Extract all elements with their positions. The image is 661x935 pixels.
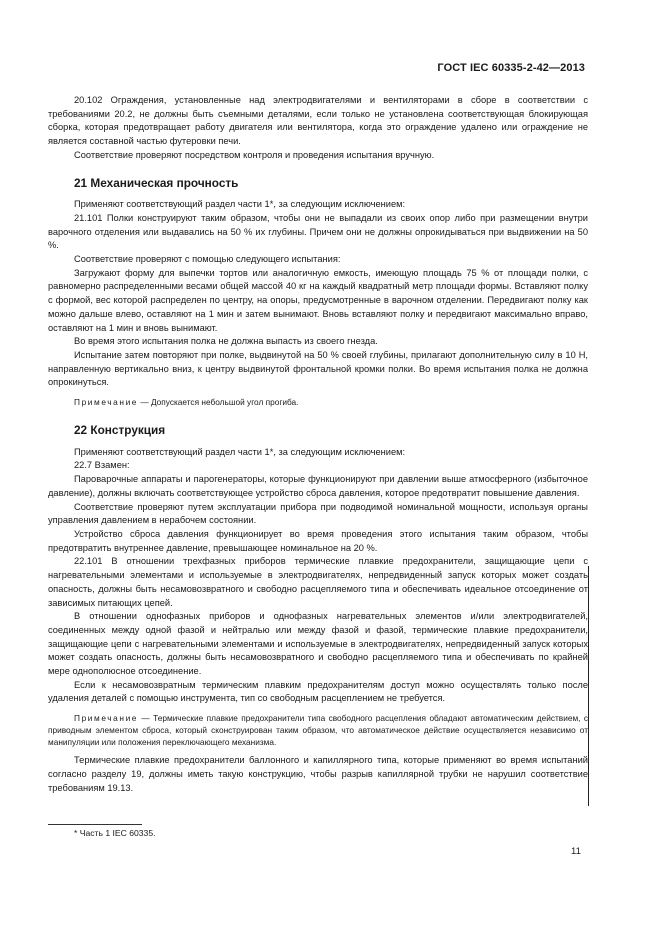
- note-label: Примечание: [74, 397, 139, 408]
- paragraph: Соответствие проверяют путем эксплуатации прибора при подводимой номинальной мощности, используя органы управления давлением в нерабочем состоянии.: [48, 501, 588, 526]
- paragraph: Применяют соответствующий раздел части 1*, за следующим исключением:: [74, 446, 406, 457]
- footnote-divider: [48, 824, 142, 825]
- page-body: [48, 94, 588, 795]
- paragraph: Если к несамовозвратным термическим плавким предохранителям доступ можно осуществлять только после удаления деталей с помощью инструмента, тип со свободным расцеплением не требуется.: [48, 679, 588, 704]
- note-text: — Термические плавкие предохранители типа свободного расцепления обладают автоматическим действием, с приводным элементом сброса, который сконструирован таким образом, что автоматическое действие осуществляется независимо от манипуляции или положения переключающего механизма.: [48, 713, 588, 748]
- closing-paragraph: Термические плавкие предохранители баллонного и капиллярного типа, которые применяют во время испытаний согласно разделу 19, должны иметь такую конструкцию, чтобы разрыв капиллярной трубки не нарушил соответствие требованиям 19.13.: [48, 755, 588, 793]
- paragraph: Применяют соответствующий раздел части 1*, за следующим исключением:: [74, 199, 406, 210]
- clause-20-102: 20.102 Ограждения, установленные над электродвигателями и вентиляторами в сборе в соответствии с требованиями 20.2, не должны быть съемными деталями, если только не установлена соответствующая блокирующая сборка, которая предотвращает работу двигателя или вентилятора, когда это ограждение удалено или ограждение не является составной частью футеровки печи.: [48, 95, 588, 147]
- compliance-text: Соответствие проверяют посредством контроля и проведения испытания вручную.: [74, 149, 435, 160]
- note-text: — Допускается небольшой угол прогиба.: [138, 397, 299, 408]
- clause-21-101: 21.101 Полки конструируют таким образом, чтобы они не выпадали из своих опор либо при размещении внутри варочного отделения или выдавались на 50 % их глубины. Причем они не должны опрокидываться при выдвижении на 50 %.: [48, 212, 588, 251]
- change-bar: [588, 566, 589, 806]
- section-22-title: 22 Конструкция: [74, 423, 166, 438]
- page-number: 11: [571, 846, 581, 857]
- clause-22-7: 22.7 Взамен:: [74, 460, 130, 471]
- note-22: [48, 712, 588, 748]
- note-21: [48, 396, 588, 408]
- document-header: ГОСТ IEC 60335-2-42—2013: [437, 62, 585, 74]
- section-21-title: 21 Механическая прочность: [74, 175, 239, 190]
- note-label: Примечание: [74, 713, 139, 724]
- paragraph: Соответствие проверяют с помощью следующего испытания:: [74, 254, 341, 265]
- footnote: * Часть 1 IEC 60335.: [74, 828, 156, 838]
- paragraph: В отношении однофазных приборов и однофазных нагревательных элементов и/или электродвигателей, соединенных между одной фазой и нейтралью или между фазой и фазой, термические плавкие предохранители, защищающие цепи с нагревательными элементами и используемые в электродвигателях, непредвиденный запуск которых может создать опасность, должны быть несамовозвратного и свободно расцепляемого типа и обеспечивать по крайней мере однополюсное отсоединение.: [48, 611, 588, 677]
- clause-22-101: 22.101 В отношении трехфазных приборов термические плавкие предохранители, защищающие цепи с нагревательными элементами и используемые в электродвигателях, непредвиденный запуск которых может создать опасность, должны быть несамовозвратного и свободно расцепляемого типа и обеспечивать идеальное отсоединение от зависимых питающих цепей.: [48, 556, 588, 608]
- paragraph: Пароварочные аппараты и парогенераторы, которые функционируют при давлении выше атмосферного (избыточное давление), должны включать соответствующее устройство сброса давления, которое предотвратит повышение давления.: [48, 474, 588, 498]
- paragraph: Испытание затем повторяют при полке, выдвинутой на 50 % своей глубины, прилагают дополнительную силу в 10 Н, направленную вертикально вниз, к центру выдвинутой фронтальной кромки полки. Во время испытания полка не должна опрокинуться.: [48, 349, 588, 388]
- paragraph: Устройство сброса давления функционирует во время проведения этого испытания таким образом, чтобы предотвратить внутреннее давление, превышающее номинальное на 20 %.: [48, 528, 588, 553]
- test-procedure: Загружают форму для выпечки тортов или аналогичную емкость, имеющую площадь 75 % от площади полки, с равномерно распределенными весами общей массой 40 кг на каждый квадратный метр площади формы. Вставляют полку с формой, вес которой распределен по центру, на опоры, предусмотренные в варочном отделении. Передвигают полку как можно дальше влево, оставляют на 1 мин и затем вынимают. Вновь вставляют полку и передвигают максимально вправо, оставляют на 1 мин и вновь вынимают.: [48, 267, 588, 333]
- paragraph: Во время этого испытания полка не должна выпасть из своего гнезда.: [74, 336, 378, 347]
